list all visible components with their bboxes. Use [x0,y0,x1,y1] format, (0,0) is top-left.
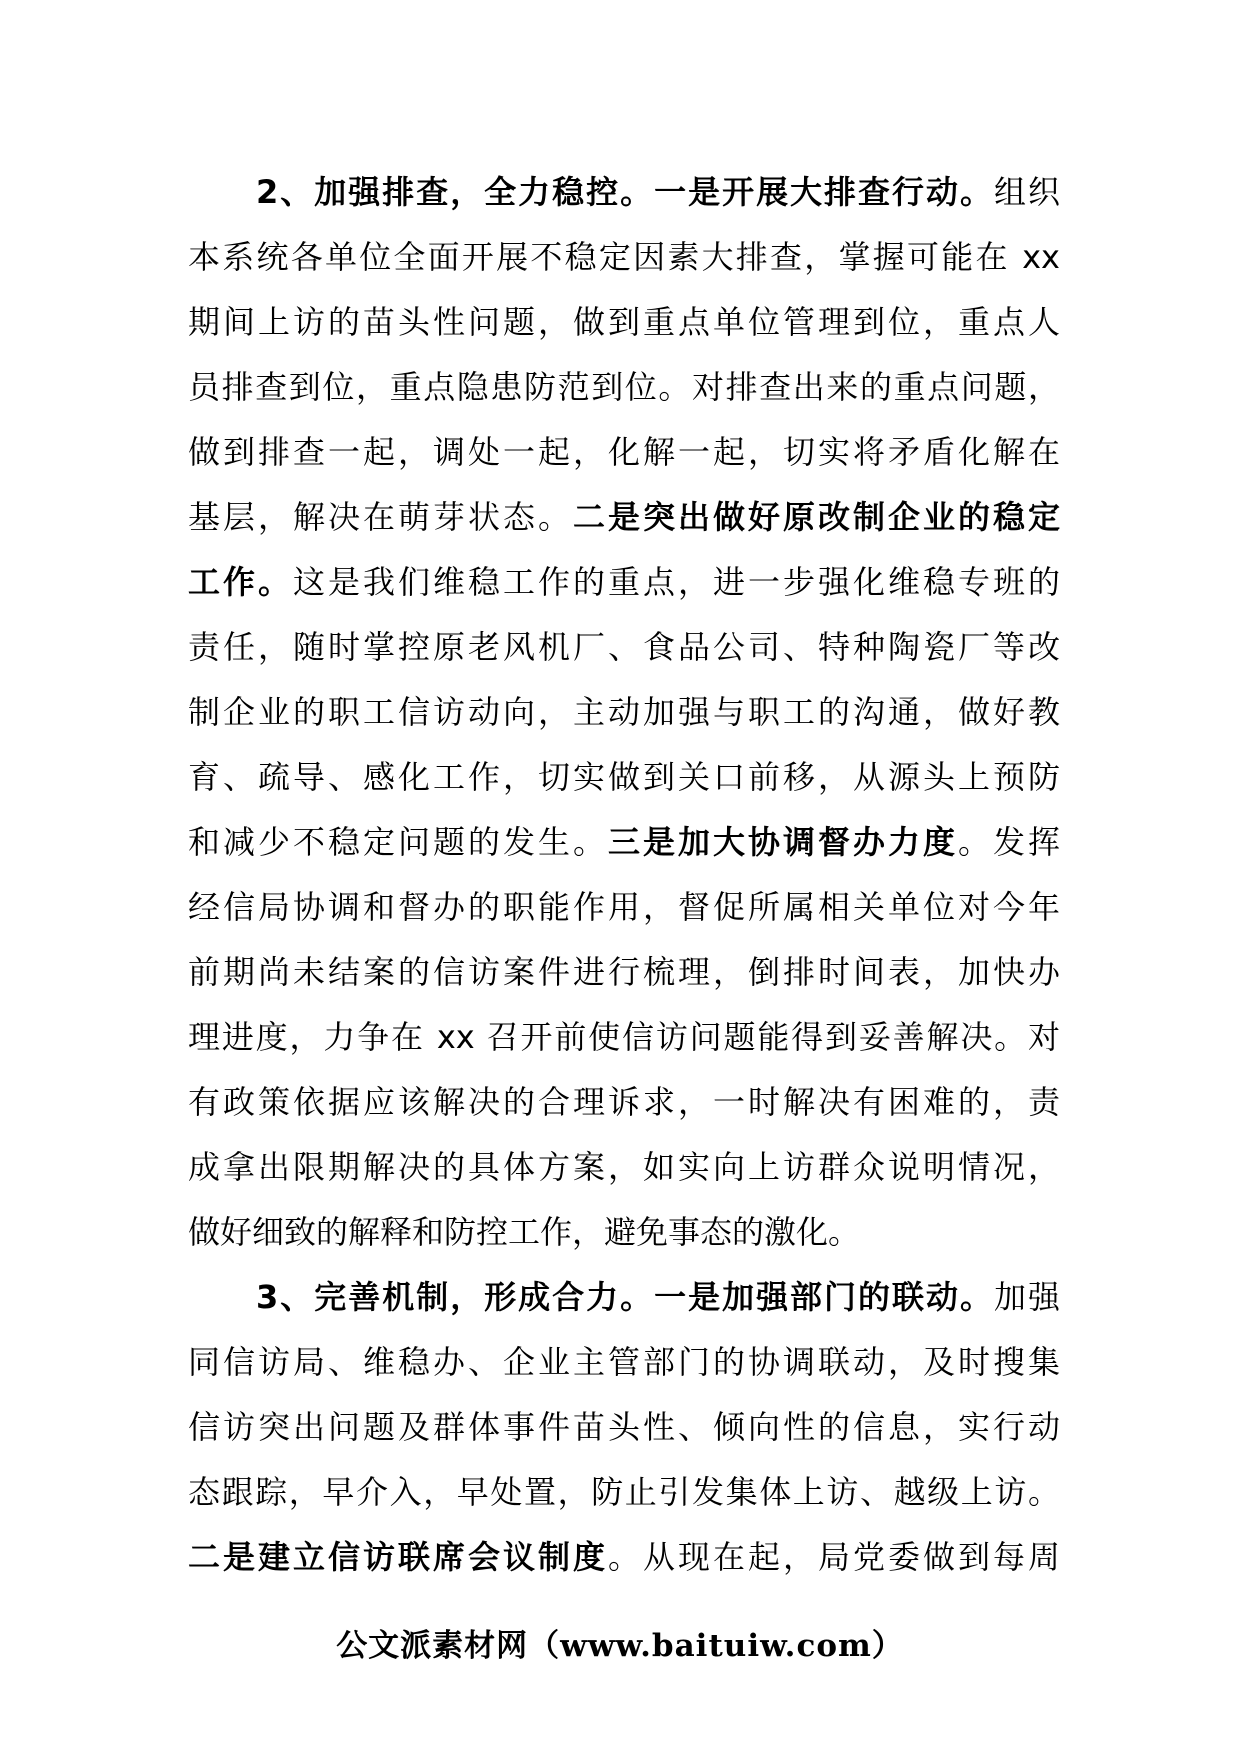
text-line [188,290,1060,355]
text-line [188,615,1060,680]
text-line [188,420,1060,485]
text-segment: 基层，解决在萌芽状态。 [188,498,573,536]
text-line [188,680,1060,745]
text-line [188,355,1060,420]
text-segment: 组织 [993,173,1060,211]
text-segment: 这是我们维稳工作的重点，进一步强化维稳专班的 [293,563,1060,601]
text-line [188,550,1060,615]
text-line [188,1525,1060,1590]
document-body [188,160,1060,1590]
text-line [188,485,1060,550]
text-line [188,160,1060,225]
text-segment: 做好细致的解释和防控工作，避免事态的激化。 [188,1213,861,1251]
text-segment: 期间上访的苗头性问题，做到重点单位管理到位，重点人 [188,303,1060,341]
text-line [188,875,1060,940]
text-line [188,1135,1060,1200]
text-segment: 本系统各单位全面开展不稳定因素大排查，掌握可能在 xx [188,238,1060,276]
bold-text-segment: 工作。 [188,563,293,601]
text-segment: 有政策依据应该解决的合理诉求，一时解决有困难的，责 [188,1083,1060,1121]
text-line [188,1330,1060,1395]
text-segment: 态跟踪，早介入，早处置，防止引发集体上访、越级上访。 [188,1473,1060,1511]
text-segment: 制企业的职工信访动向，主动加强与职工的沟通，做好教 [188,693,1060,731]
text-segment: 理进度，力争在 xx 召开前使信访问题能得到妥善解决。对 [188,1018,1060,1056]
text-line [188,1460,1060,1525]
text-line [188,940,1060,1005]
text-segment: 育、疏导、感化工作，切实做到关口前移，从源头上预防 [188,758,1060,796]
bold-text-segment: 3、完善机制，形成合力。一是加强部门的联动。 [256,1278,994,1316]
text-segment: 责任，随时掌控原老风机厂、食品公司、特种陶瓷厂等改 [188,628,1060,666]
text-segment: 信访突出问题及群体事件苗头性、倾向性的信息，实行动 [188,1408,1060,1446]
text-segment: 员排查到位，重点隐患防范到位。对排查出来的重点问题， [188,368,1060,406]
text-segment: 同信访局、维稳办、企业主管部门的协调联动，及时搜集 [188,1343,1060,1381]
text-segment: 经信局协调和督办的职能作用，督促所属相关单位对今年 [188,888,1060,926]
text-segment: 。发挥 [957,823,1060,861]
text-segment: 前期尚未结案的信访案件进行梳理，倒排时间表，加快办 [188,953,1060,991]
text-segment: 成拿出限期解决的具体方案，如实向上访群众说明情况， [188,1148,1060,1186]
footer-watermark: 公文派素材网（www.baituiw.com） [336,1628,904,1664]
bold-text-segment: 三是加大协调督办力度 [607,823,958,861]
text-line [188,1005,1060,1070]
bold-text-segment: 2、加强排查，全力稳控。一是开展大排查行动。 [256,173,994,211]
text-segment: 加强 [993,1278,1060,1316]
text-line [188,745,1060,810]
text-line [188,225,1060,290]
text-line [188,1265,1060,1330]
text-line [188,1395,1060,1460]
text-segment: 做到排查一起，调处一起，化解一起，切实将矛盾化解在 [188,433,1060,471]
text-line [188,810,1060,875]
text-segment: 和减少不稳定问题的发生。 [188,823,608,861]
bold-text-segment: 二是突出做好原改制企业的稳定 [573,498,1060,536]
bold-text-segment: 二是建立信访联席会议制度 [188,1538,608,1576]
text-line [188,1200,1060,1265]
text-line [188,1070,1060,1135]
text-segment: 。从现在起，局党委做到每周 [608,1538,1060,1576]
